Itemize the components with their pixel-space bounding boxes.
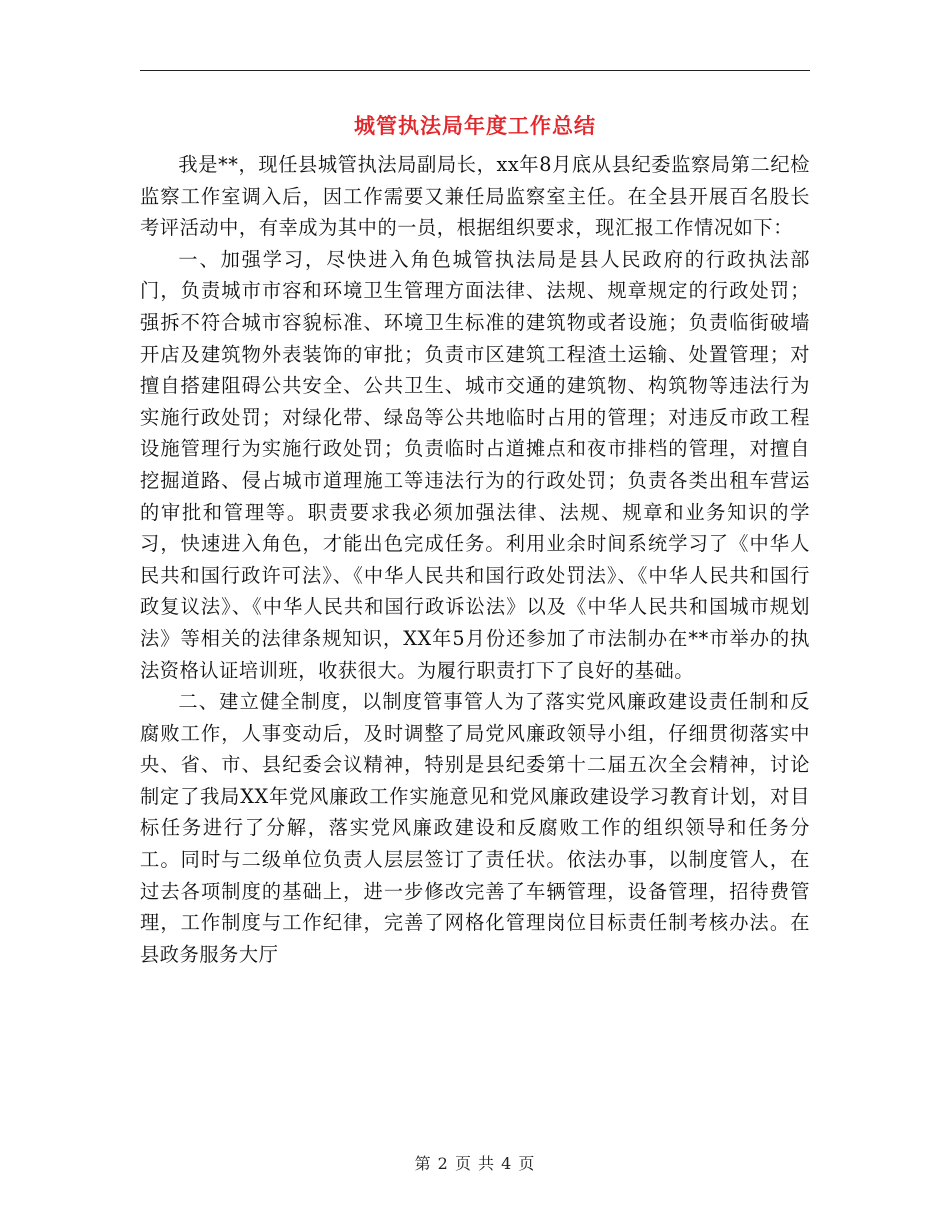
document-title: 城管执法局年度工作总结: [354, 114, 596, 138]
header-rule: [140, 70, 810, 71]
page-number-footer: 第 2 页 共 4 页: [414, 1154, 536, 1173]
document-body: [140, 149, 810, 970]
paragraph-intro: 我是**，现任县城管执法局副局长，xx年8月底从县纪委监察局第二纪检监察工作室调入后，因工作需要又兼任局监察室主任。在全县开展百名股长考评活动中，有幸成为其中的一员，根据组织要求，现汇报工作情况如下：: [140, 153, 810, 240]
paragraph-section-2: 二、建立健全制度，以制度管事管人为了落实党风廉政建设责任制和反腐败工作，人事变动后，及时调整了局党风廉政领导小组，仔细贯彻落实中央、省、市、县纪委会议精神，特别是县纪委第十二届五次全会精神，讨论制定了我局XX年党风廉政工作实施意见和党风廉政建设学习教育计划，对目标任务进行了分解，落实党风廉政建设和反腐败工作的组织领导和任务分工。同时与二级单位负责人层层签订了责任状。依法办事，以制度管人，在过去各项制度的基础上，进一步修改完善了车辆管理，设备管理，招待费管理，工作制度与工作纪律，完善了网格化管理岗位目标责任制考核办法。在县政务服务大厅: [140, 690, 810, 966]
paragraph-section-1: 一、加强学习，尽快进入角色城管执法局是县人民政府的行政执法部门，负责城市市容和环境卫生管理方面法律、法规、规章规定的行政处罚；强拆不符合城市容貌标准、环境卫生标准的建筑物或者设施；负责临街破墙开店及建筑物外表装饰的审批；负责市区建筑工程渣土运输、处置管理；对擅自搭建阻碍公共安全、公共卫生、城市交通的建筑物、构筑物等违法行为实施行政处罚；对绿化带、绿岛等公共地临时占用的管理；对违反市政工程设施管理行为实施行政处罚；负责临时占道摊点和夜市排档的管理，对擅自挖掘道路、侵占城市道理施工等违法行为的行政处罚；负责各类出租车营运的审批和管理等。职责要求我必须加强法律、法规、规章和业务知识的学习，快速进入角色，才能出色完成任务。利用业余时间系统学习了《中华人民共和国行政许可法》、《中华人民共和国行政处罚法》、《中华人民共和国行政复议法》、《中华人民共和国行政诉讼法》以及《中华人民共和国城市规划法》等相关的法律条规知识，XX年5月份还参加了市法制办在**市举办的执法资格认证培训班，收获很大。为履行职责打下了良好的基础。: [140, 247, 810, 682]
